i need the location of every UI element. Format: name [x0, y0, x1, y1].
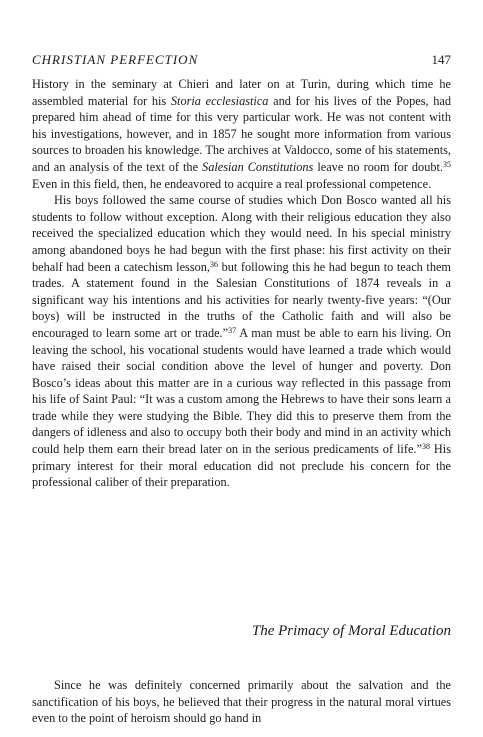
section-heading: The Primacy of Moral Education: [251, 623, 451, 639]
text-run: A man must be able to earn his living. On leaving the school, his vocational students would have learned a trade which would have raised their social condition above the level of hunger and poverty. Don Bosco’s ideas about this matter are in a curious way reflected in this passage from his life of Saint Paul: “It was a custom among the Hebrews to have their sons learn a trade while they were studying the Bible. They did this to preserve them from the dangers of idleness and also to occupy both their body and mind in an activity which could help them earn their bread later on in the serious predicaments of life.”: [32, 325, 451, 457]
running-title: CHRISTIAN PERFECTION: [32, 52, 199, 67]
body-text: [32, 76, 451, 491]
footnote-marker: 35: [443, 159, 451, 169]
body-paragraph: [32, 76, 451, 192]
text-run: His boys followed the same course of studies which Don Bosco wanted all his students to follow without exception. Along with their religious education they also received the specialized education which they would need. In his special ministry among abandoned boys he had begun with the first phase: his first activity on their behalf had been a catechism lesson,: [32, 193, 451, 274]
text-run: but following this he had begun to teach them trades. A statement found in the Salesian Constitutions of 1874 reveals in a significant way his intentions and his activities for nearly twenty-five years: “(Our boys) will be instructed in the truths of the Catholic faith and will also be encouraged to learn some art or trade.”: [32, 259, 451, 340]
section-paragraph: Since he was definitely concerned primarily about the salvation and the sanctification of his boys, he believed that their progress in the natural moral virtues even to the point of heroism should go hand in: [32, 678, 451, 726]
text-run: and for his lives of the Popes, had prepared him ahead of time for this very particular work. He was not content with his investigations, however, and in 1857 he sought more information from various sources to broaden his knowledge. The archives at Valdocco, some of his statements, and an analysis of the text of the: [32, 93, 451, 174]
body-paragraph: [32, 192, 451, 491]
text-run: His primary interest for their moral education did not preclude his concern for the professional caliber of their preparation.: [32, 442, 451, 490]
footnote-marker: 37: [228, 325, 237, 335]
text-run: Even in this field, then, he endeavored to acquire a real professional competence.: [32, 176, 432, 191]
running-head: [32, 52, 451, 68]
footnote-marker: 36: [210, 259, 219, 269]
page-number: 147: [431, 52, 451, 67]
footnote-marker: 38: [421, 442, 430, 452]
italic-title: Storia ecclesiastica: [170, 93, 269, 108]
italic-title: Salesian Constitutions: [202, 159, 314, 174]
text-run: leave no room for doubt.: [313, 159, 443, 174]
text-run: History in the seminary at Chieri and later on at Turin, during which time he assembled material for his: [32, 77, 451, 108]
